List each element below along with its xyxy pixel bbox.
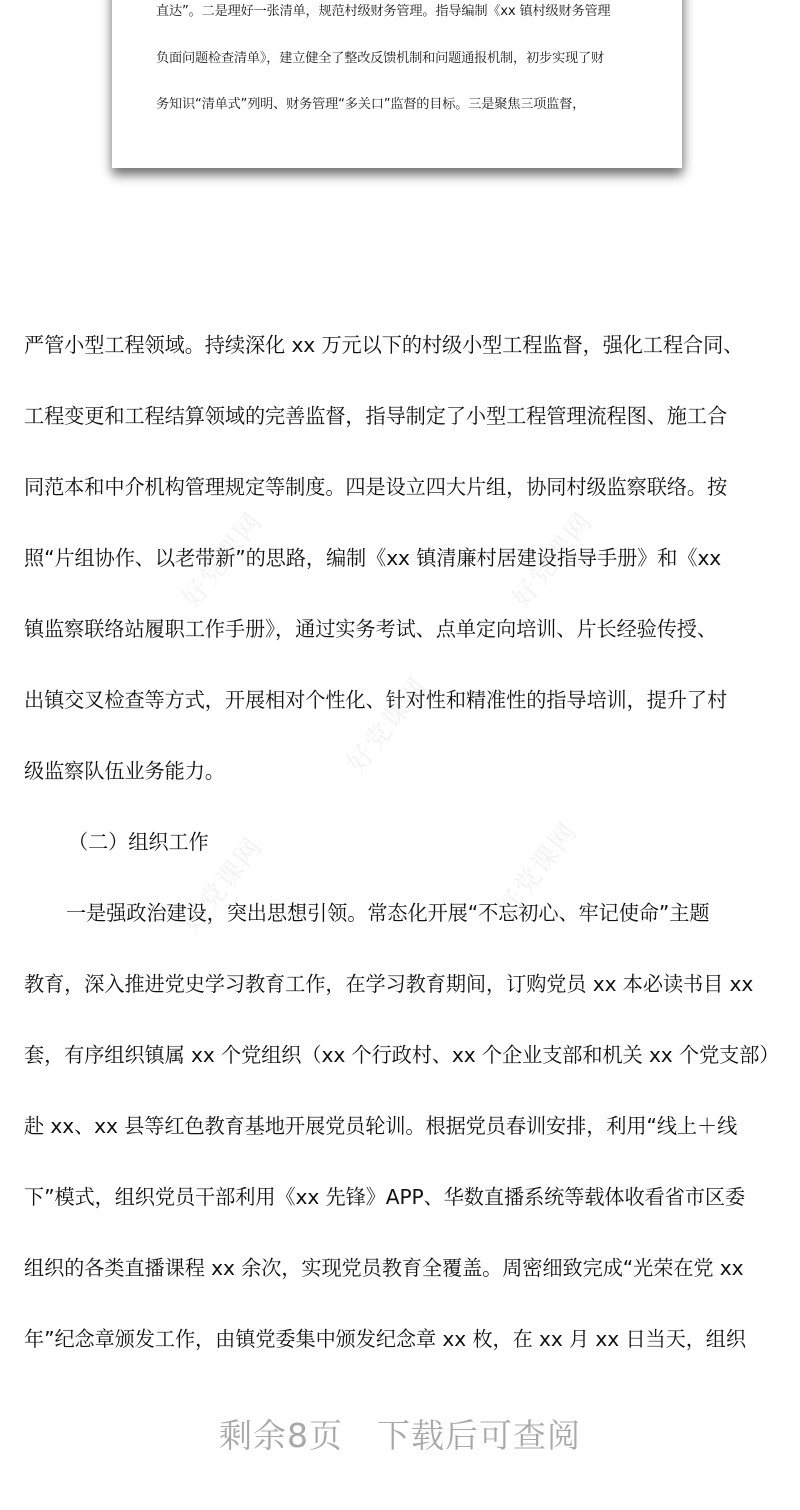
download-notice[interactable] [0,1410,800,1457]
text-line: 教育，深入推进党史学习教育工作，在学习教育期间，订购党员 xx 本必读书目 xx [24,972,754,996]
preview-line: 务知识“清单式”列明、财务管理“多关口”监督的目标。三是聚焦三项监督， [156,97,586,112]
paragraph-organization [24,896,794,1393]
text-line: 赴 xx、xx 县等红色教育基地开展党员轮训。根据党员春训安排，利用“线上＋线 [24,1114,738,1138]
download-hint-label: 下载后可查阅 [377,1416,581,1455]
watermark: 好党课网 [176,506,270,614]
text-line: 照“片组协作、以老带新”的思路，编制《xx 镇清廉村居建设指导手册》和《xx [24,546,722,570]
watermark: 好党课网 [491,816,585,924]
preview-line: 负面问题检查清单》，建立健全了整改反馈机制和问题通报机制，初步实现了财 [156,50,604,66]
document-preview-card [112,0,682,168]
text-line: 严管小型工程领域。持续深化 xx 万元以下的村级小型工程监督，强化工程合同、 [24,333,744,357]
document-body [24,328,794,1393]
text-line: 同范本和中介机构管理规定等制度。四是设立四大片组，协同村级监察联络。按 [24,475,728,499]
watermark: 好党课网 [341,671,435,779]
watermark: 好党课网 [506,506,600,614]
paragraph-supervision [24,328,794,825]
text-line: 一是强政治建设，突出思想引领。常态化开展“不忘初心、牢记使命”主题 [66,901,710,925]
text-line: 组织的各类直播课程 xx 余次，实现党员教育全覆盖。周密细致完成“光荣在党 xx [24,1256,744,1280]
text-line: 年”纪念章颁发工作，由镇党委集中颁发纪念章 xx 枚，在 xx 月 xx 日当天，组织 [24,1327,746,1351]
section-heading: （二）组织工作 [68,830,209,854]
text-line: 级监察队伍业务能力。 [24,759,225,783]
text-line: 镇监察联络站履职工作手册》，通过实务考试、点单定向培训、片长经验传授、 [24,617,717,641]
text-line: 出镇交叉检查等方式，开展相对个性化、针对性和精准性的指导培训，提升了村 [24,688,728,712]
watermark: 好党课网 [176,831,270,939]
text-line: 下”模式，组织党员干部利用《xx 先锋》APP、华数直播系统等载体收看省市区委 [24,1185,746,1209]
text-line: 套，有序组织镇属 xx 个党组织（xx 个行政村、xx 个企业支部和机关 xx 个党支部） [24,1043,780,1067]
preview-card-text [156,0,676,140]
remaining-pages-label: 剩余8页 [219,1416,343,1455]
text-line: 工程变更和工程结算领域的完善监督，指导制定了小型工程管理流程图、施工合 [24,404,728,428]
preview-line: 直达”。二是理好一张清单，规范村级财务管理。指导编制《xx 镇村级财务管理 [156,4,611,19]
